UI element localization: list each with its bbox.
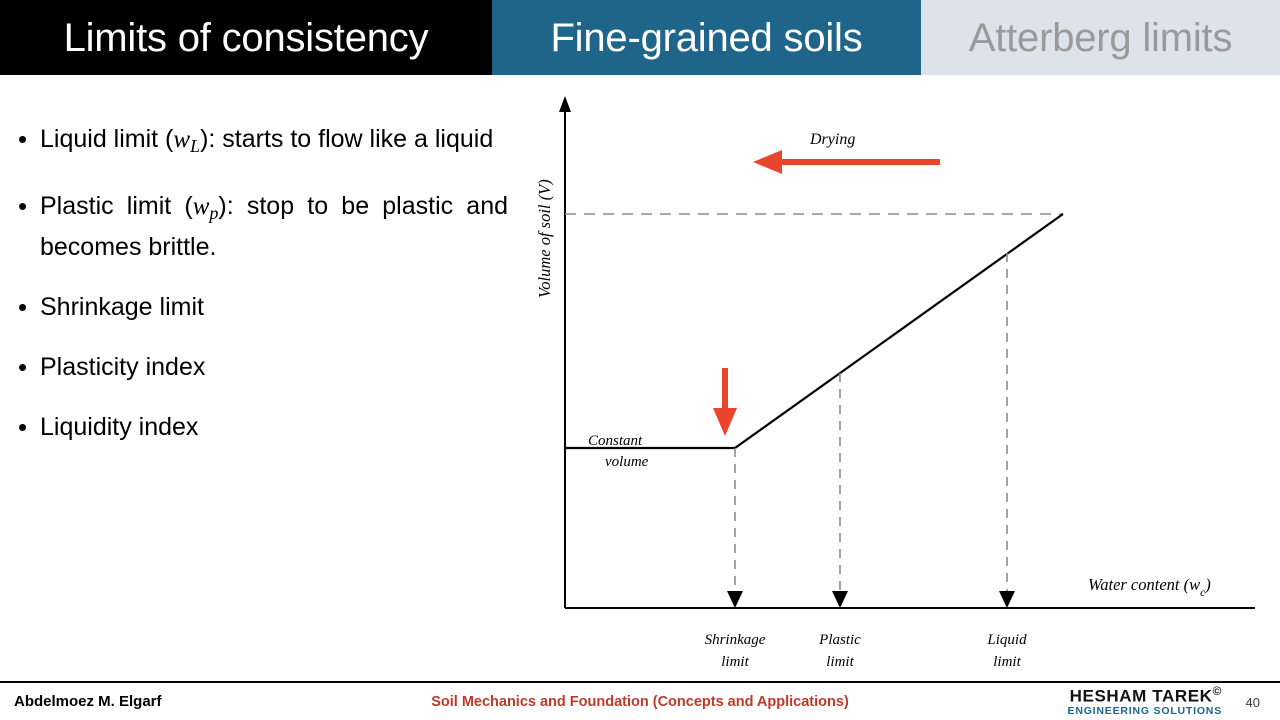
y-axis-label: Volume of soil (V) (535, 179, 554, 298)
x-axis-label-pre: Water content ( (1088, 575, 1190, 594)
list-item (18, 350, 508, 384)
tick-label-liquid-line1: Liquid (987, 632, 1027, 648)
shrinkage-limit-arrowhead (727, 591, 743, 608)
plastic-limit-arrowhead (832, 591, 848, 608)
tick-label-shrinkage-line2: limit (721, 654, 749, 670)
tick-label-plastic-line1: Plastic (819, 632, 861, 648)
tick-label-plastic-line2: limit (826, 654, 854, 670)
y-axis-arrowhead (559, 96, 571, 112)
header-segment-subtopic: Fine-grained soils (492, 0, 921, 75)
bullet-symbol: w (173, 126, 191, 153)
list-item (18, 189, 508, 264)
x-axis-label-subscript: c (1200, 587, 1206, 599)
x-axis-label (1088, 575, 1211, 599)
bullet-text (40, 189, 508, 264)
footer-author: Abdelmoez M. Elgarf (14, 693, 162, 710)
bullet-symbol-subscript: p (209, 203, 219, 224)
bullet-marker: • (18, 124, 28, 154)
bullet-text: Shrinkage limit (40, 293, 204, 322)
shrinkage-curve (565, 214, 1063, 448)
list-item (18, 290, 508, 324)
bullet-marker: • (18, 292, 28, 323)
bullet-text-post: ): starts to flow like a liquid (200, 125, 494, 153)
header-segment-section: Atterberg limits (921, 0, 1280, 75)
bullet-symbol-subscript: L (190, 136, 201, 157)
bullet-text (40, 122, 508, 163)
header-segment-topic: Limits of consistency (0, 0, 492, 75)
slide-footer (0, 683, 1280, 720)
bullet-marker: • (18, 352, 28, 383)
tick-label-shrinkage-line1: Shrinkage (704, 632, 766, 648)
liquid-limit-arrowhead (999, 591, 1015, 608)
tick-label-liquid-line2: limit (993, 654, 1021, 670)
bullet-marker: • (18, 191, 28, 222)
copyright-icon: © (1212, 684, 1222, 698)
drying-label: Drying (810, 131, 856, 148)
brand-logo-name-text: HESHAM TAREK (1069, 686, 1213, 706)
drying-arrow-head (753, 150, 782, 174)
bullet-text-pre: Plastic limit ( (40, 192, 193, 221)
slide-header (0, 0, 1280, 75)
list-item (18, 122, 508, 163)
bullet-symbol: w (192, 193, 210, 221)
constant-volume-arrow-head (713, 408, 737, 436)
brand-logo (1068, 685, 1222, 717)
constant-volume-label-line2: volume (605, 454, 649, 470)
brand-logo-tagline: ENGINEERING SOLUTIONS (1067, 704, 1222, 717)
bullet-text-post: ): stop to be plastic and becomes brittle. (40, 192, 508, 262)
x-axis-label-symbol: w (1189, 575, 1201, 594)
bullet-text: Plasticity index (40, 353, 206, 382)
shrinkage-curve-diagram (510, 88, 1270, 673)
bullet-text: Liquidity index (40, 413, 199, 442)
bullet-text-pre: Liquid limit ( (40, 125, 174, 153)
brand-logo-name (1068, 685, 1222, 706)
bullet-list (18, 122, 508, 470)
footer-course-title: Soil Mechanics and Foundation (Concepts and Applications) (431, 694, 849, 710)
constant-volume-label-line1: Constant (588, 433, 643, 449)
x-axis-label-post: ) (1205, 575, 1211, 594)
page-number: 40 (1245, 695, 1260, 710)
bullet-marker: • (18, 412, 28, 443)
list-item (18, 410, 508, 444)
